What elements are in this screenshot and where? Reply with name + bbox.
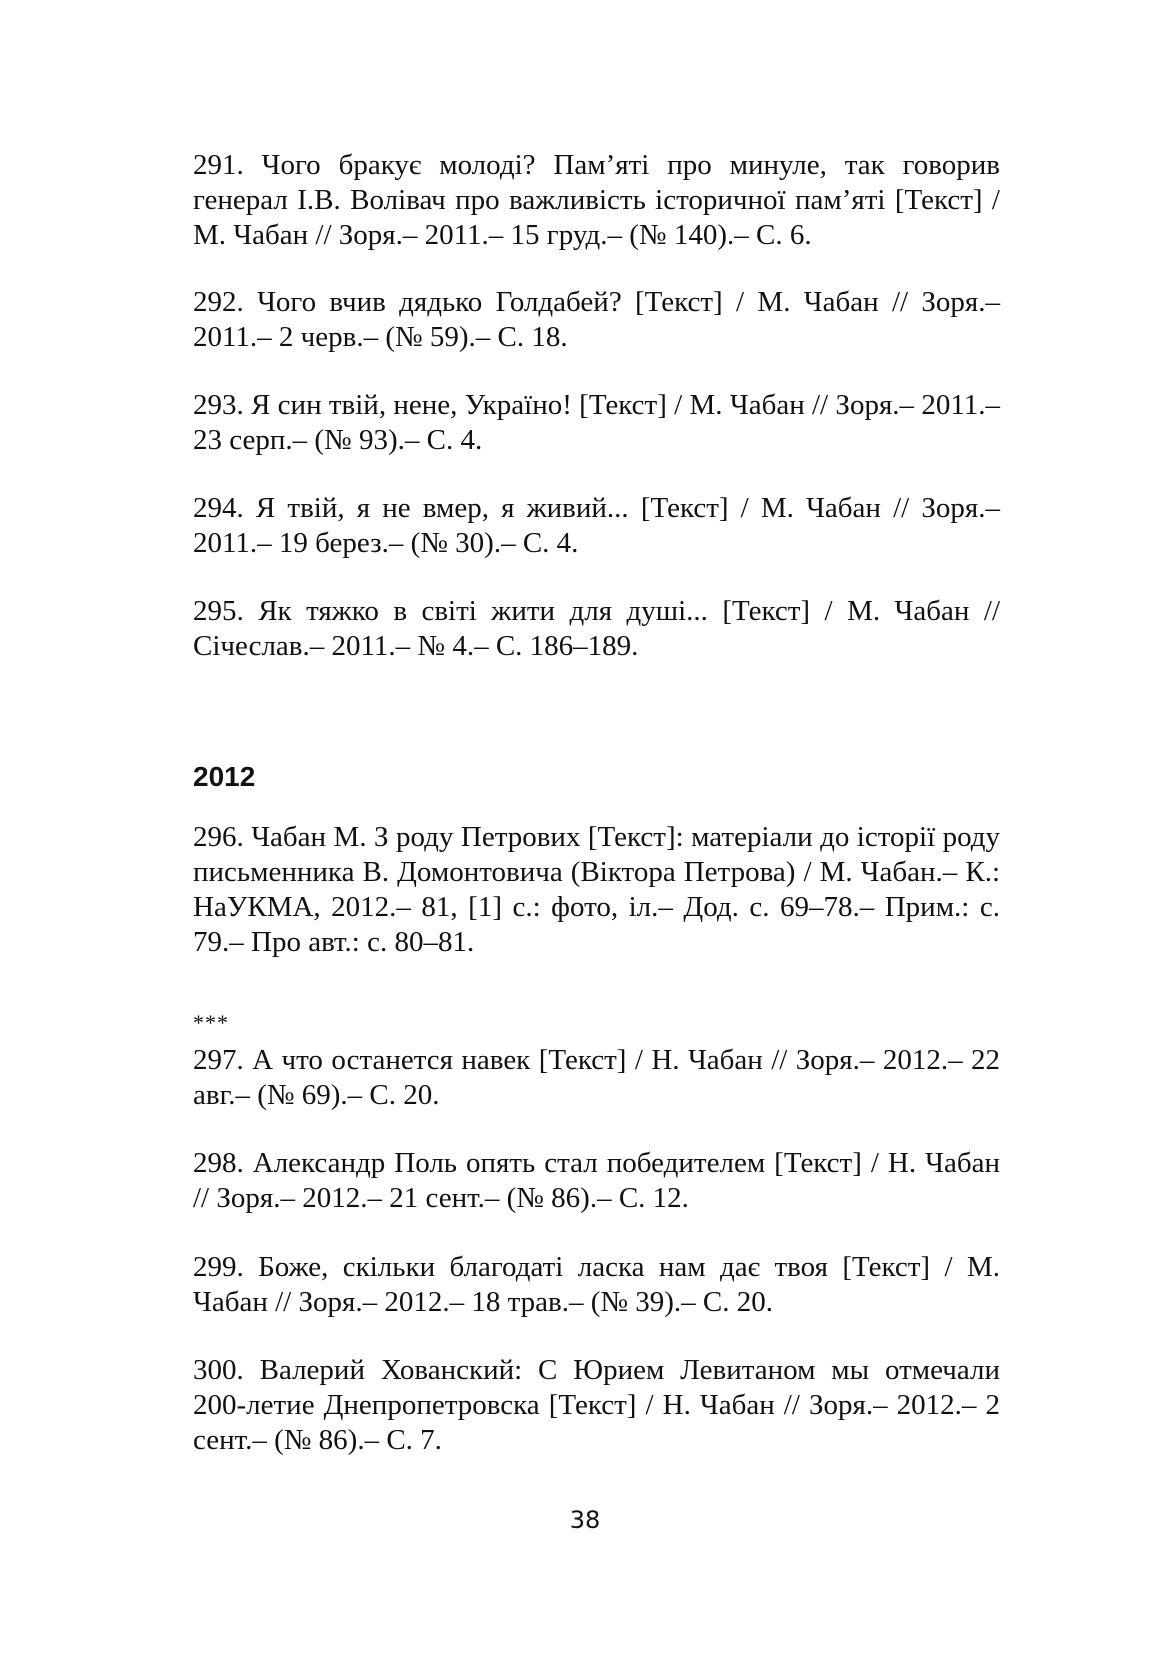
bibliography-entry-291: 291. Чого бракує молоді? Пам’яті про минуле, так говорив генерал І.В. Волівач про важливість історичної пам’яті [Текст] / М. Чабан // Зоря.– 2011.– 15 груд.– (№ 140).– С. 6. (193, 149, 1000, 251)
bibliography-entry-299: 299. Боже, скільки благодаті ласка нам дає твоя [Текст] / М. Чабан // Зоря.– 2012.– 18 трав.– (№ 39).– С. 20. (193, 1251, 1000, 1318)
section-separator: *** (193, 1010, 229, 1035)
bibliography-entry-298: 298. Александр Поль опять стал победителем [Текст] / Н. Чабан // Зоря.– 2012.– 21 сент.– (№ 86).– С. 12. (193, 1147, 1000, 1214)
page-number: 38 (569, 1506, 601, 1534)
section-heading-year: 2012 (193, 761, 256, 792)
bibliography-entry-293: 293. Я син твій, нене, Україно! [Текст] / М. Чабан // Зоря.– 2011.– 23 серп.– (№ 93).– С. 4. (193, 389, 1000, 456)
bibliography-entry-297: 297. А что останется навек [Текст] / Н. Чабан // Зоря.– 2012.– 22 авг.– (№ 69).– С. 20. (193, 1044, 1000, 1111)
bibliography-entry-300: 300. Валерий Хованский: С Юрием Левитаном мы отмечали 200-летие Днепропетровска [Текст] / Н. Чабан // Зоря.– 2012.– 2 сент.– (№ 86).– С. 7. (193, 1354, 1000, 1456)
bibliography-entry-296: 296. Чабан М. З роду Петрових [Текст]: матеріали до історії роду письменника В. Домонтовича (Віктора Петрова) / М. Чабан.– К.: НаУКМА, 2012.– 81, [1] с.: фото, іл.– Дод. с. 69–78.– Прим.: с. 79.– Про авт.: с. 80–81. (193, 821, 1000, 958)
bibliography-entry-295: 295. Як тяжко в світі жити для душі... [Текст] / М. Чабан // Січеслав.– 2011.– № 4.– С. 186–189. (193, 595, 1000, 662)
bibliography-entry-294: 294. Я твій, я не вмер, я живий... [Текст] / М. Чабан // Зоря.– 2011.– 19 берез.– (№ 30).– С. 4. (193, 492, 1000, 559)
bibliography-entry-292: 292. Чого вчив дядько Голдабей? [Текст] / М. Чабан // Зоря.– 2011.– 2 черв.– (№ 59).– С. 18. (193, 286, 1000, 353)
